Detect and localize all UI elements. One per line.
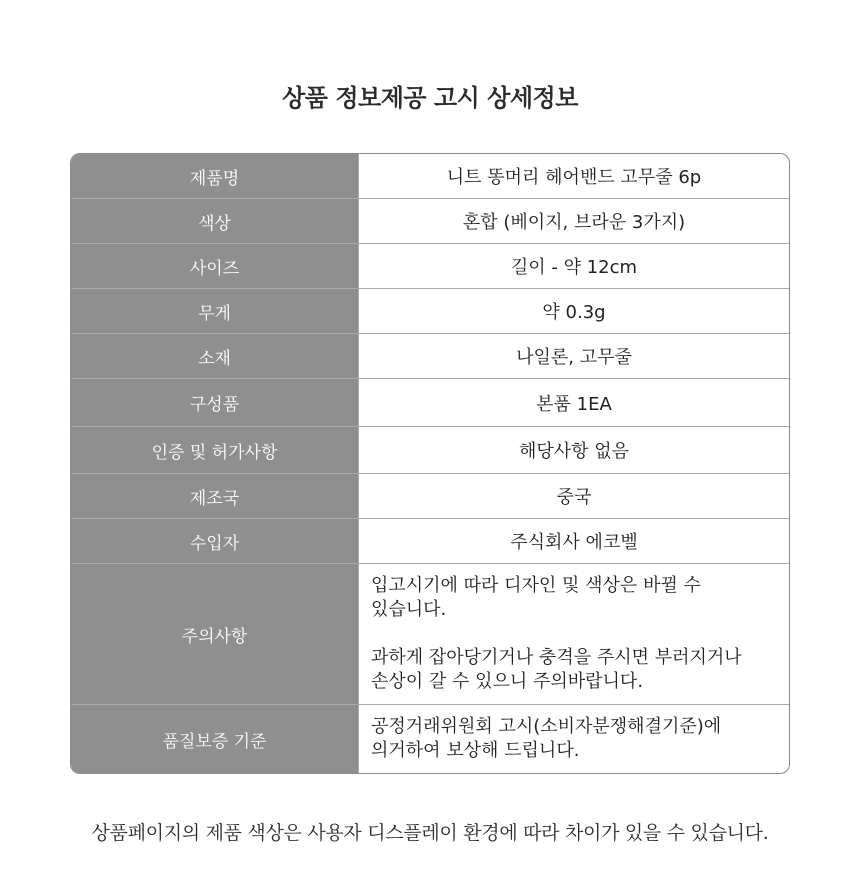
row-label-material: 소재 xyxy=(71,334,359,378)
product-info-table xyxy=(70,153,790,774)
row-value-components: 본품 1EA xyxy=(536,393,612,415)
row-value-importer: 주식회사 에코벨 xyxy=(510,532,638,553)
row-value-size: 길이 - 약 12cm xyxy=(510,257,638,278)
row-label-caution: 주의사항 xyxy=(71,564,359,704)
table-row xyxy=(71,474,789,519)
row-value-color: 혼합 (베이지, 브라운 3가지) xyxy=(462,212,686,233)
row-value-quality-warranty xyxy=(359,705,789,773)
footer-note: 상품페이지의 제품 색상은 사용자 디스플레이 환경에 따라 차이가 있을 수 있습니다. xyxy=(91,822,769,844)
page-title: 상품 정보제공 고시 상세정보 xyxy=(282,84,578,112)
table-row xyxy=(71,427,789,474)
caution-paragraph: 입고시기에 따라 디자인 및 색상은 바뀔 수 있습니다. xyxy=(371,575,701,620)
table-row xyxy=(71,289,789,334)
table-row xyxy=(71,379,789,427)
warranty-paragraph: 공정거래위원회 고시(소비자분쟁해결기준)에 의거하여 보상해 드립니다. xyxy=(371,716,722,761)
row-value-caution xyxy=(359,564,789,704)
table-row xyxy=(71,705,789,773)
row-label-certification: 인증 및 허가사항 xyxy=(71,427,359,473)
table-row xyxy=(71,564,789,705)
table-row xyxy=(71,199,789,244)
row-label-product-name: 제품명 xyxy=(71,154,359,198)
table-row xyxy=(71,154,789,199)
row-label-components: 구성품 xyxy=(71,379,359,426)
row-value-material: 나일론, 고무줄 xyxy=(516,347,632,368)
row-value-origin: 중국 xyxy=(556,487,592,508)
row-label-size: 사이즈 xyxy=(71,244,359,288)
row-value-product-name: 니트 똥머리 헤어밴드 고무줄 6p xyxy=(446,167,702,188)
row-label-quality-warranty: 품질보증 기준 xyxy=(71,705,359,773)
row-value-certification: 해당사항 없음 xyxy=(518,441,630,462)
row-label-weight: 무게 xyxy=(71,289,359,333)
table-row xyxy=(71,334,789,379)
row-label-color: 색상 xyxy=(71,199,359,243)
caution-paragraph: 과하게 잡아당기거나 충격을 주시면 부러지거나 손상이 갈 수 있으니 주의바랍니다. xyxy=(371,647,742,692)
table-row xyxy=(71,244,789,289)
row-label-origin: 제조국 xyxy=(71,474,359,518)
row-label-importer: 수입자 xyxy=(71,519,359,563)
row-value-weight: 약 0.3g xyxy=(542,302,606,323)
table-row xyxy=(71,519,789,564)
